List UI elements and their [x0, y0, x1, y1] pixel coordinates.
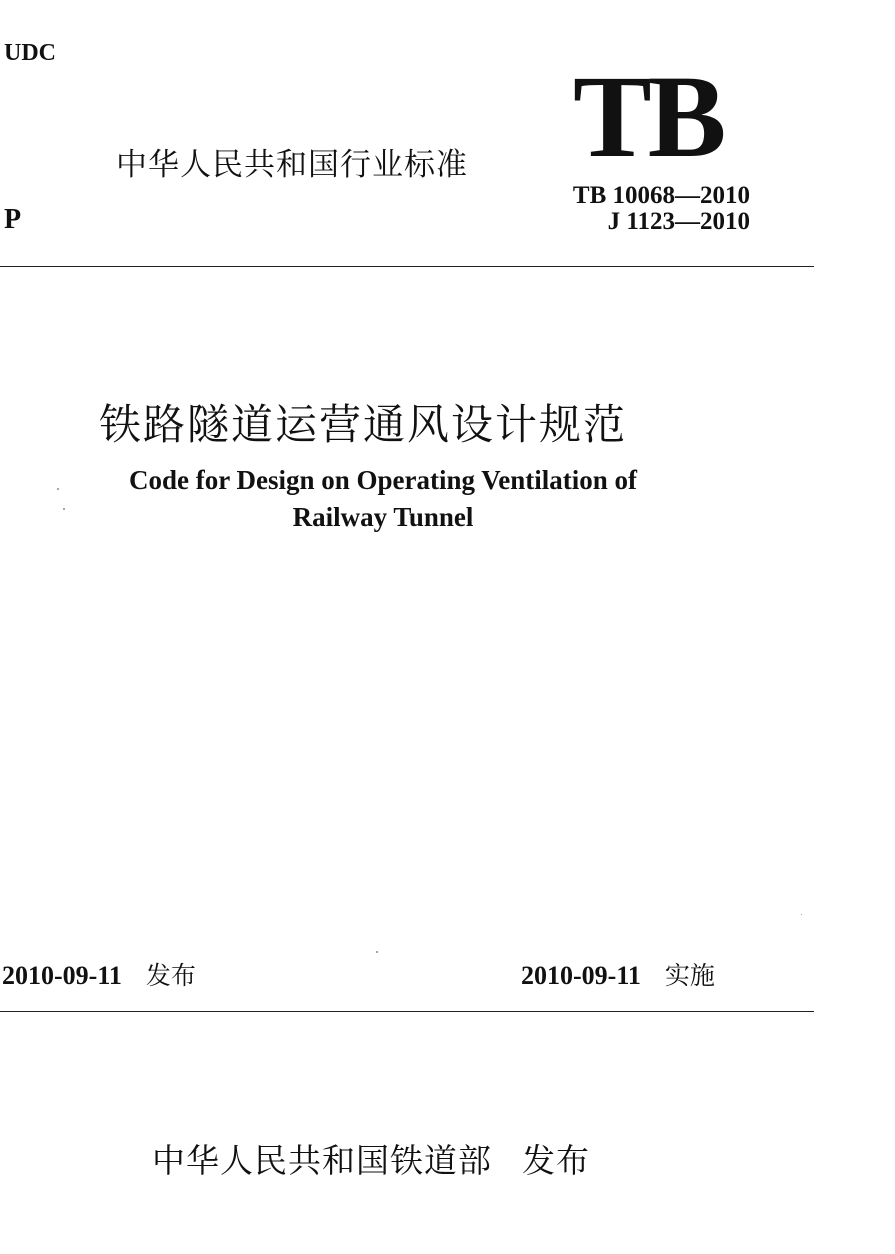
- title-english-line1: Code for Design on Operating Ventilation of: [128, 465, 638, 495]
- publisher-line: [152, 1135, 590, 1182]
- standard-number-tb: TB 10068—2010: [572, 182, 750, 209]
- standard-numbers: [573, 183, 750, 235]
- udc-label: UDC: [4, 40, 56, 66]
- publish-label: 发布: [522, 1141, 590, 1180]
- implementation-label: 实施: [664, 961, 715, 990]
- implementation-date: 2010-09-11: [521, 961, 641, 990]
- industry-standard-heading: 中华人民共和国行业标准: [116, 147, 468, 183]
- scan-speck: [57, 488, 59, 490]
- bottom-divider: [0, 1011, 814, 1012]
- standard-number-j: J 1123—2010: [607, 208, 750, 235]
- issue-date-row: [2, 956, 196, 992]
- top-divider: [0, 266, 814, 267]
- title-english: [100, 462, 666, 536]
- title-chinese: 铁路隧道运营通风设计规范: [99, 400, 628, 449]
- implementation-date-row: [521, 956, 715, 992]
- scan-speck: [801, 914, 802, 915]
- scan-speck: [63, 508, 65, 510]
- classification-code: P: [4, 204, 22, 235]
- tb-logo: TB: [573, 51, 723, 182]
- scan-speck: [376, 951, 378, 953]
- title-english-line2: Railway Tunnel: [292, 502, 474, 532]
- issue-date: 2010-09-11: [2, 961, 122, 990]
- publisher-name: 中华人民共和国铁道部: [152, 1141, 492, 1180]
- issue-label: 发布: [145, 961, 196, 990]
